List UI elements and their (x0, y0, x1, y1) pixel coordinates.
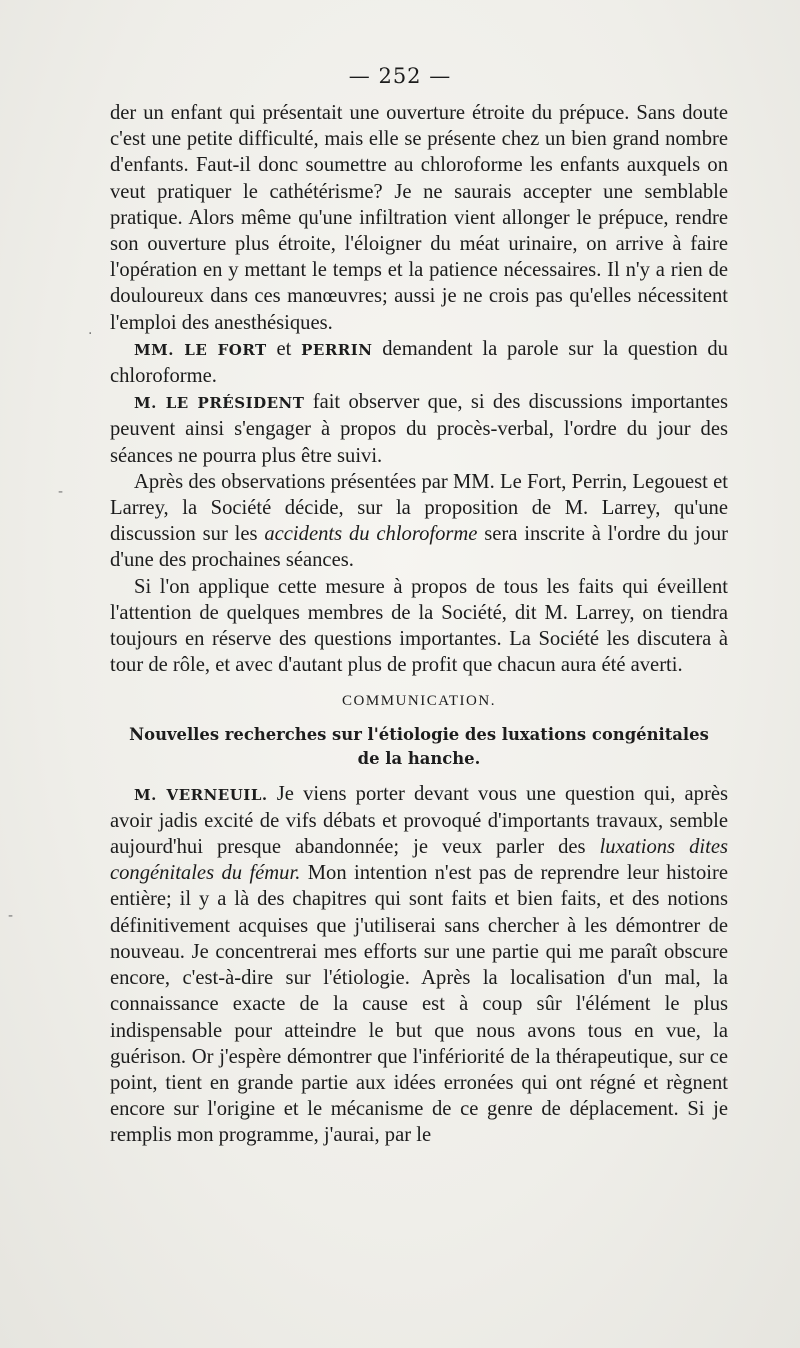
section-title-line: de la hanche. (357, 748, 481, 768)
paragraph-text: et (266, 337, 302, 360)
paragraph: der un enfant qui présentait une ouverture étroite du prépuce. Sans doute c'est une petite difficulté, mais elle se présente chez un bien grand nombre d'enfants. Faut-il donc soumettre au chloroforme les enfants auxquels on veut pratiquer le cathétérisme? Je ne saurais accepter une semblable pratique. Alors même qu'une infiltration vient allonger le prépuce, rendre son ouverture plus étroite, l'éloigner du méat urinaire, on arrive à faire l'opération en y mettant le temps et la patience nécessaires. Il n'y a rien de douloureux dans ces manœuvres; aussi je ne crois pas qu'elles nécessitent l'emploi des anesthésiques. (110, 102, 728, 334)
speaker-name: M. VERNEUIL. (134, 785, 268, 804)
margin-mark: - (8, 908, 14, 924)
section-label: COMMUNICATION. (342, 693, 496, 710)
paragraph (110, 469, 728, 574)
paragraph-text: sera inscrite à l'ordre du jour d'une des prochaines séances. (110, 523, 728, 572)
margin-mark: - (58, 484, 64, 500)
paragraph (110, 389, 728, 469)
italic-text: accidents du chloroforme (264, 523, 478, 546)
page-number: — 252 — (348, 64, 452, 88)
speaker-name: PERRIN (301, 340, 373, 359)
section-title-line: Nouvelles recherches sur l'étiologie des luxations congénitales (129, 724, 709, 744)
paragraph-text: Mon intention n'est pas de reprendre leur histoire entière; il y a là des chapitres qui sont faits et bien faits, et des notions définitivement acquises que j'utiliserai sans chercher à les démontrer de nouveau. Je concentrerai mes efforts sur une partie qui me paraît obscure encore, c'est-à-dire sur l'étiologie. Après la localisation d'un mal, la connaissance exacte de la cause est à coup sûr l'élément le plus indispensable pour atteindre le but que nous avons tous en vue, la guérison. Or j'espère démontrer que l'infériorité de la thérapeutique, sur ce point, tient en grande partie aux idées erronées qui ont régné et règnent encore sur l'origine et le mécanisme de ce genre de déplacement. Si je remplis mon programme, j'aurai, par le (110, 862, 728, 1147)
paragraph-text: Je viens porter devant vous une question qui, après avoir jadis excité de vifs débats et provoqué d'importants travaux, semble aujourd'hui presque abandonnée; je veux parler des (110, 782, 728, 859)
paragraph-text: Après des observations présentées par MM. Le Fort, Perrin, Legouest et Larrey, la Société décide, sur la proposition de M. Larrey, qu'une discussion sur les (110, 470, 728, 546)
italic-text: luxations dites congénitales du fémur. (110, 836, 728, 885)
margin-mark: · (88, 326, 93, 342)
body-text (110, 100, 728, 1149)
paragraph: Si l'on applique cette mesure à propos de tous les faits qui éveillent l'attention de quelques membres de la Société, dit M. Larrey, on tiendra toujours en réserve des questions importantes. La Société les discutera à tour de rôle, et avec d'autant plus de profit que chacun aura été averti. (110, 575, 728, 677)
paragraph (110, 781, 728, 1149)
speaker-name: M. LE PRÉSIDENT (134, 394, 305, 413)
speaker-name: MM. LE FORT (134, 340, 267, 359)
section-title (110, 723, 728, 771)
paragraph-text: fait observer que, si des discussions importantes peuvent ainsi s'engager à propos du procès-verbal, l'ordre du jour des séances ne pourra plus être suivi. (110, 391, 728, 467)
paragraph-text: demandent la parole sur la question du chloroforme. (110, 337, 728, 388)
paragraph (110, 336, 728, 389)
